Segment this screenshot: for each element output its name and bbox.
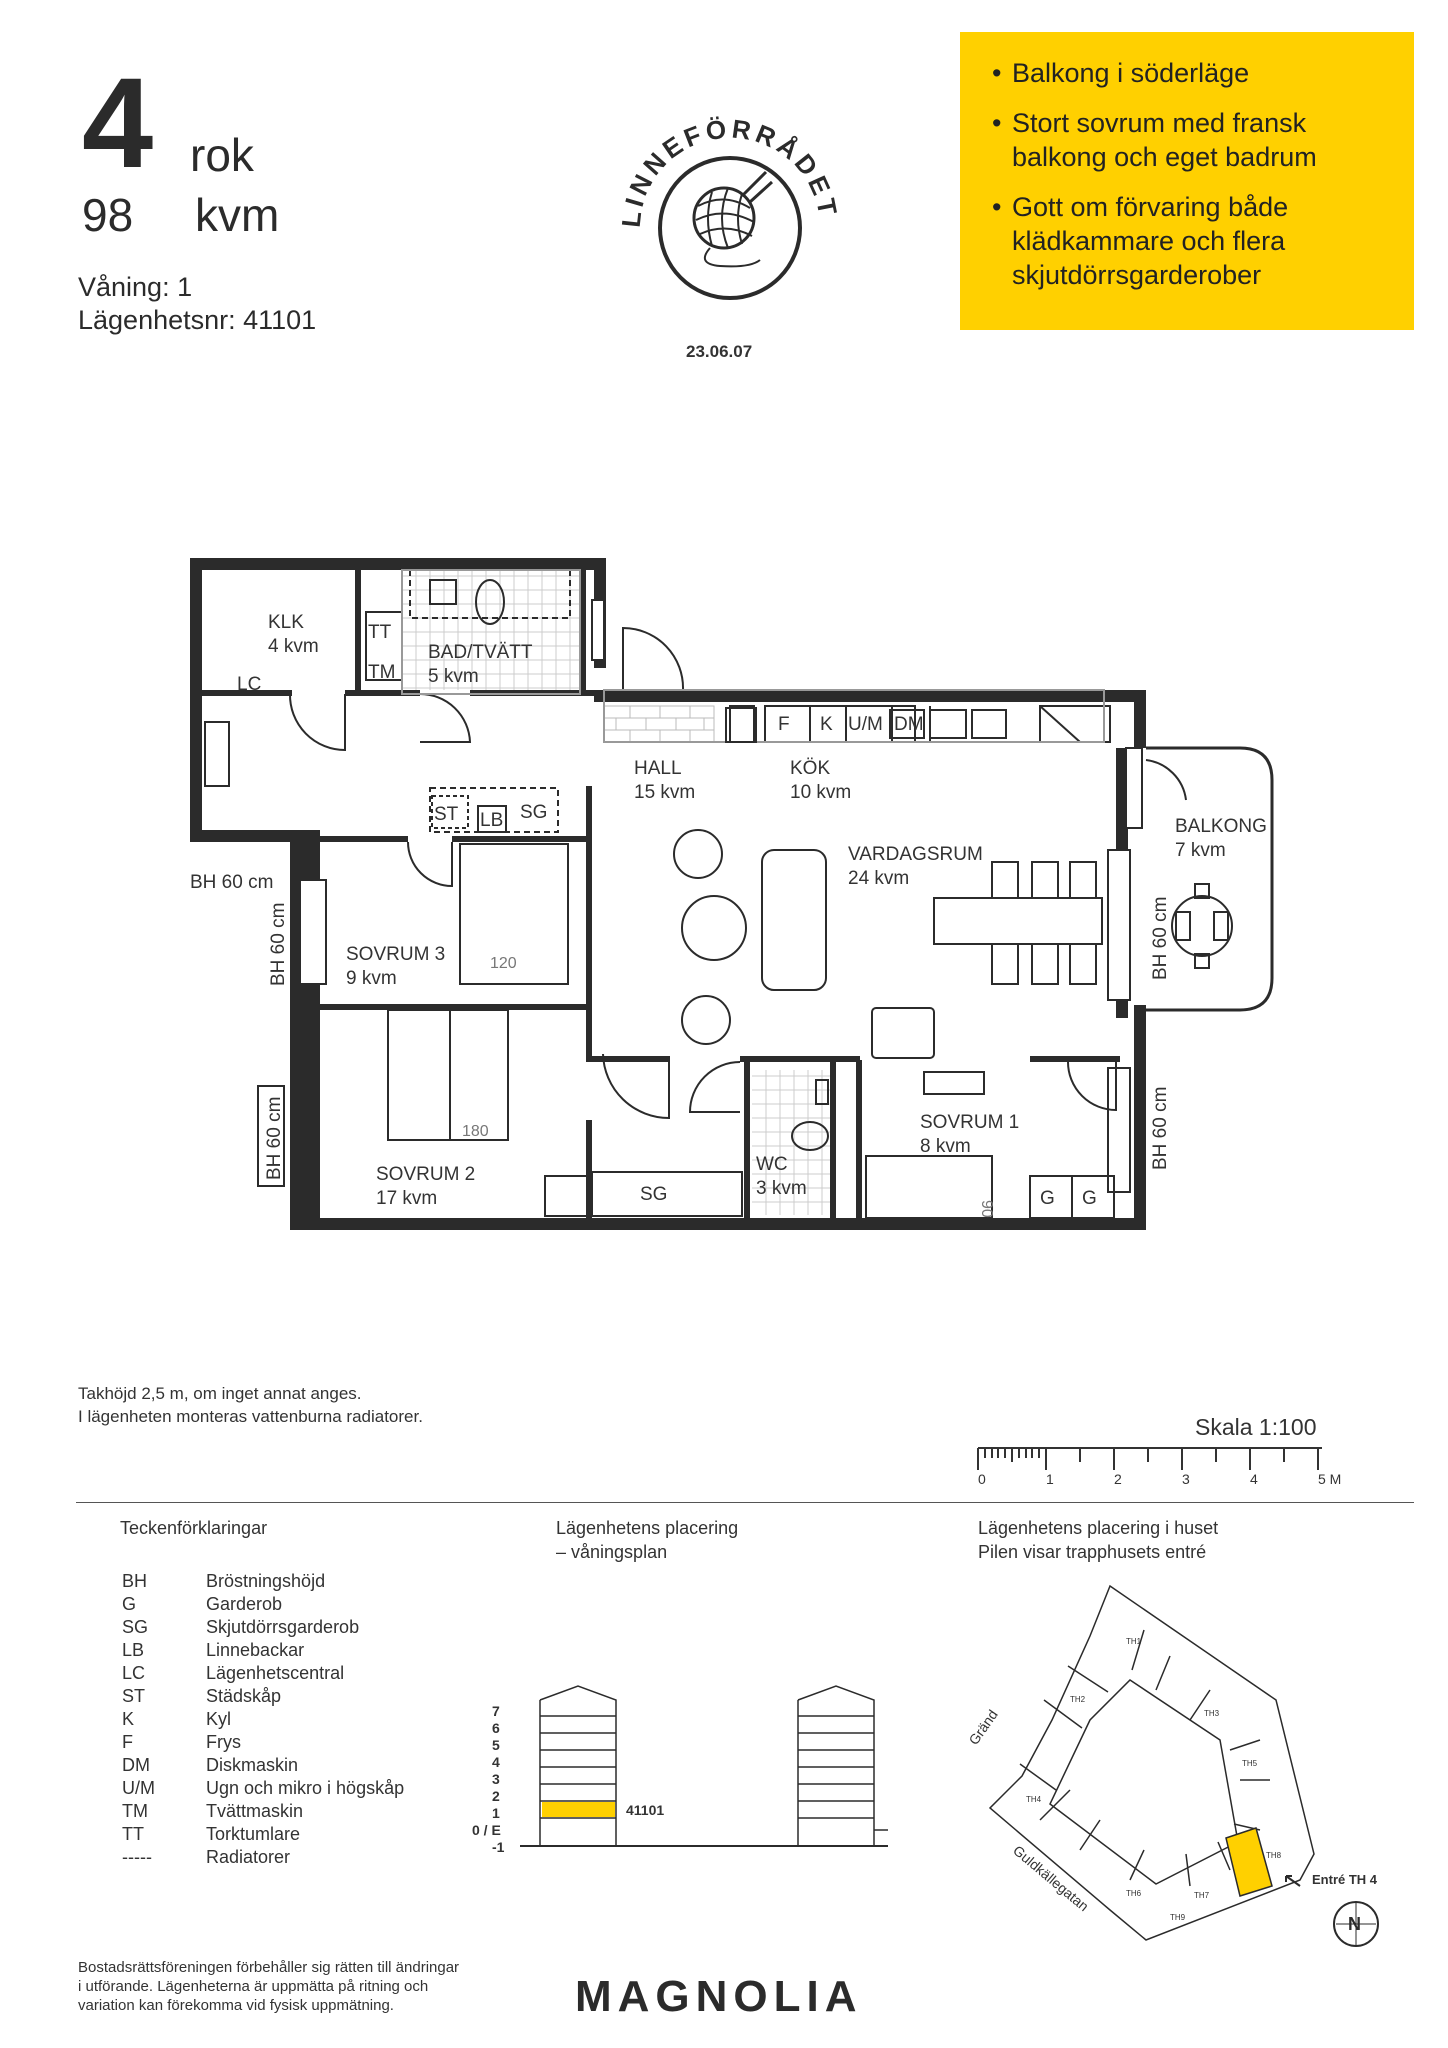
label-bh3: BH 60 cm: [264, 1096, 285, 1180]
label-sovrum1: SOVRUM 1: [920, 1112, 1020, 1133]
th-label: TH2: [1070, 1695, 1086, 1704]
label-tt: TT: [368, 622, 392, 643]
legend-abbr: BH: [122, 1571, 148, 1591]
label-sg1: SG: [520, 802, 548, 823]
scale-tick: 5 M: [1318, 1471, 1342, 1487]
house-section-title: Lägenhetens placering i huset: [978, 1518, 1219, 1538]
legend-desc: Diskmaskin: [206, 1755, 299, 1775]
label-sovrum3-area: 9 kvm: [346, 968, 397, 989]
label-sovrum2-area: 17 kvm: [376, 1188, 438, 1209]
label-klk: KLK: [268, 612, 304, 633]
legend-desc: Städskåp: [206, 1686, 282, 1706]
apartment-floor-highlight: [542, 1802, 615, 1817]
house-section-subtitle: Pilen visar trapphusets entré: [978, 1542, 1207, 1562]
label-wc-area: 3 kvm: [756, 1178, 807, 1199]
label-tm: TM: [368, 662, 396, 683]
legend-abbr: ST: [122, 1686, 146, 1706]
legend-desc: Linnebackar: [206, 1640, 305, 1660]
rooms-unit: rok: [190, 129, 254, 181]
th-label: TH7: [1194, 1891, 1210, 1900]
legend-desc: Ugn och mikro i högskåp: [206, 1778, 405, 1798]
th-label: TH6: [1126, 1889, 1142, 1898]
highlight-item: • Balkong i söderläge: [992, 56, 1394, 90]
plan-date: 23.06.07: [686, 342, 753, 361]
th-label: TH5: [1242, 1759, 1258, 1768]
floor-info: Våning: 1: [78, 272, 193, 302]
label-sovrum1-area: 8 kvm: [920, 1136, 971, 1157]
legend-desc: Tvättmaskin: [206, 1801, 304, 1821]
area-value: 98: [82, 189, 134, 241]
floor-section-diagram: [460, 1680, 900, 1880]
label-bed3: 120: [490, 955, 517, 972]
disclaimer-line: Bostadsrättsföreningen förbehåller sig rätten till ändringar: [78, 1959, 460, 1976]
label-k: K: [820, 714, 833, 735]
label-bad-area: 5 kvm: [428, 666, 479, 687]
legend-abbr: SG: [122, 1617, 149, 1637]
legend-abbr: F: [122, 1732, 133, 1752]
legend-abbr: G: [122, 1594, 137, 1614]
street-grand: Gränd: [965, 1706, 1001, 1748]
level-label: 1: [492, 1805, 500, 1821]
label-balkong-area: 7 kvm: [1175, 840, 1226, 861]
label-um: U/M: [848, 714, 883, 735]
label-bh1: BH 60 cm: [190, 872, 274, 893]
scale-tick: 3: [1182, 1471, 1190, 1487]
level-label: 5: [492, 1737, 500, 1753]
street-guldkallegatan: Guldkällegatan: [1010, 1842, 1092, 1915]
house-site-plan: [960, 1580, 1420, 1950]
label-sovrum2: SOVRUM 2: [376, 1164, 476, 1185]
level-label: 6: [492, 1720, 500, 1736]
legend-desc: Garderob: [206, 1594, 283, 1614]
label-bed2: 180: [462, 1123, 489, 1140]
legend-abbr: LB: [122, 1640, 145, 1660]
note-radiators: I lägenheten monteras vattenburna radiatorer.: [78, 1407, 423, 1426]
label-bh4: BH 60 cm: [1150, 896, 1171, 980]
legend-desc: Frys: [206, 1732, 241, 1752]
scale-tick: 0: [978, 1471, 986, 1487]
label-sg2: SG: [640, 1184, 668, 1205]
legend-abbr: U/M: [122, 1778, 155, 1798]
th-label: TH8: [1266, 1851, 1282, 1860]
level-label: -1: [492, 1839, 505, 1855]
area-unit: kvm: [195, 189, 280, 241]
label-kok: KÖK: [790, 758, 831, 779]
legend-abbr: TT: [122, 1824, 144, 1844]
scale-title: Skala 1:100: [1195, 1414, 1317, 1440]
apartment-floor-label: 41101: [626, 1802, 665, 1818]
disclaimer-line: variation kan förekomma vid fysisk uppmätning.: [78, 1997, 394, 2014]
scale-bar: [970, 1440, 1350, 1490]
legend-abbr: TM: [122, 1801, 148, 1821]
disclaimer-line: i utförande. Lägenheterna är uppmätta på ritning och: [78, 1978, 429, 1995]
th-label: TH1: [1126, 1637, 1142, 1646]
section-divider: [76, 1502, 1414, 1503]
label-bed1: 90: [978, 1200, 995, 1218]
apartment-house-highlight: [1226, 1828, 1272, 1896]
legend-title: Teckenförklaringar: [120, 1518, 268, 1538]
label-hall-area: 15 kvm: [634, 782, 696, 803]
level-label: 7: [492, 1703, 500, 1719]
scale-tick: 1: [1046, 1471, 1054, 1487]
th-label: TH4: [1026, 1795, 1042, 1804]
highlight-item: • Stort sovrum med fransk balkong och eget badrum: [992, 106, 1394, 174]
legend-desc: Skjutdörrsgarderob: [206, 1617, 360, 1637]
floor-section-title: Lägenhetens placering: [556, 1518, 739, 1538]
label-balkong: BALKONG: [1175, 816, 1267, 837]
label-kok-area: 10 kvm: [790, 782, 852, 803]
level-label: 2: [492, 1788, 500, 1804]
apartment-number: Lägenhetsnr: 41101: [78, 305, 317, 335]
level-label: 3: [492, 1771, 500, 1787]
label-bh5: BH 60 cm: [1150, 1086, 1171, 1170]
legend-abbr: -----: [122, 1847, 152, 1867]
disclaimer: [78, 1958, 598, 2015]
th-label: TH3: [1204, 1709, 1220, 1718]
level-label: 4: [492, 1754, 500, 1770]
logo-text: LINNEFÖRRÅDET: [615, 113, 844, 229]
legend-abbr: LC: [122, 1663, 146, 1683]
rooms-count: 4: [82, 52, 154, 195]
legend-desc: Radiatorer: [206, 1847, 291, 1867]
label-vardagsrum: VARDAGSRUM: [848, 844, 983, 865]
th-label: TH9: [1170, 1913, 1186, 1922]
label-klk-area: 4 kvm: [268, 636, 319, 657]
legend-desc: Bröstningshöjd: [206, 1571, 326, 1591]
legend-desc: Torktumlare: [206, 1824, 301, 1844]
label-lb: LB: [480, 810, 504, 831]
brand-logo: MAGNOLIA: [575, 1972, 863, 2021]
legend-desc: Kyl: [206, 1709, 232, 1729]
legend-abbr: K: [122, 1709, 135, 1729]
scale-tick: 4: [1250, 1471, 1258, 1487]
level-label: 0 / E: [472, 1822, 501, 1838]
highlight-item: • Gott om förvaring både klädkammare och flera skjutdörrsgarderober: [992, 190, 1394, 292]
label-bh2: BH 60 cm: [268, 902, 289, 986]
label-sovrum3: SOVRUM 3: [346, 944, 446, 965]
legend-desc: Lägenhetscentral: [206, 1663, 345, 1683]
label-wc: WC: [756, 1154, 788, 1175]
label-g2: G: [1082, 1188, 1097, 1209]
label-g1: G: [1040, 1188, 1055, 1209]
legend-abbr: DM: [122, 1755, 150, 1775]
label-bad: BAD/TVÄTT: [428, 642, 533, 663]
label-st: ST: [434, 804, 459, 825]
north-label: N: [1348, 1914, 1361, 1934]
label-f: F: [778, 714, 790, 735]
floor-section-subtitle: – våningsplan: [556, 1542, 668, 1562]
entrance-label: Entré TH 4: [1312, 1872, 1378, 1887]
note-ceiling: Takhöjd 2,5 m, om inget annat anges.: [78, 1384, 362, 1403]
scale-tick: 2: [1114, 1471, 1122, 1487]
label-vardagsrum-area: 24 kvm: [848, 868, 910, 889]
label-lc: LC: [237, 674, 262, 695]
label-dm: DM: [894, 714, 924, 735]
label-hall: HALL: [634, 758, 682, 779]
